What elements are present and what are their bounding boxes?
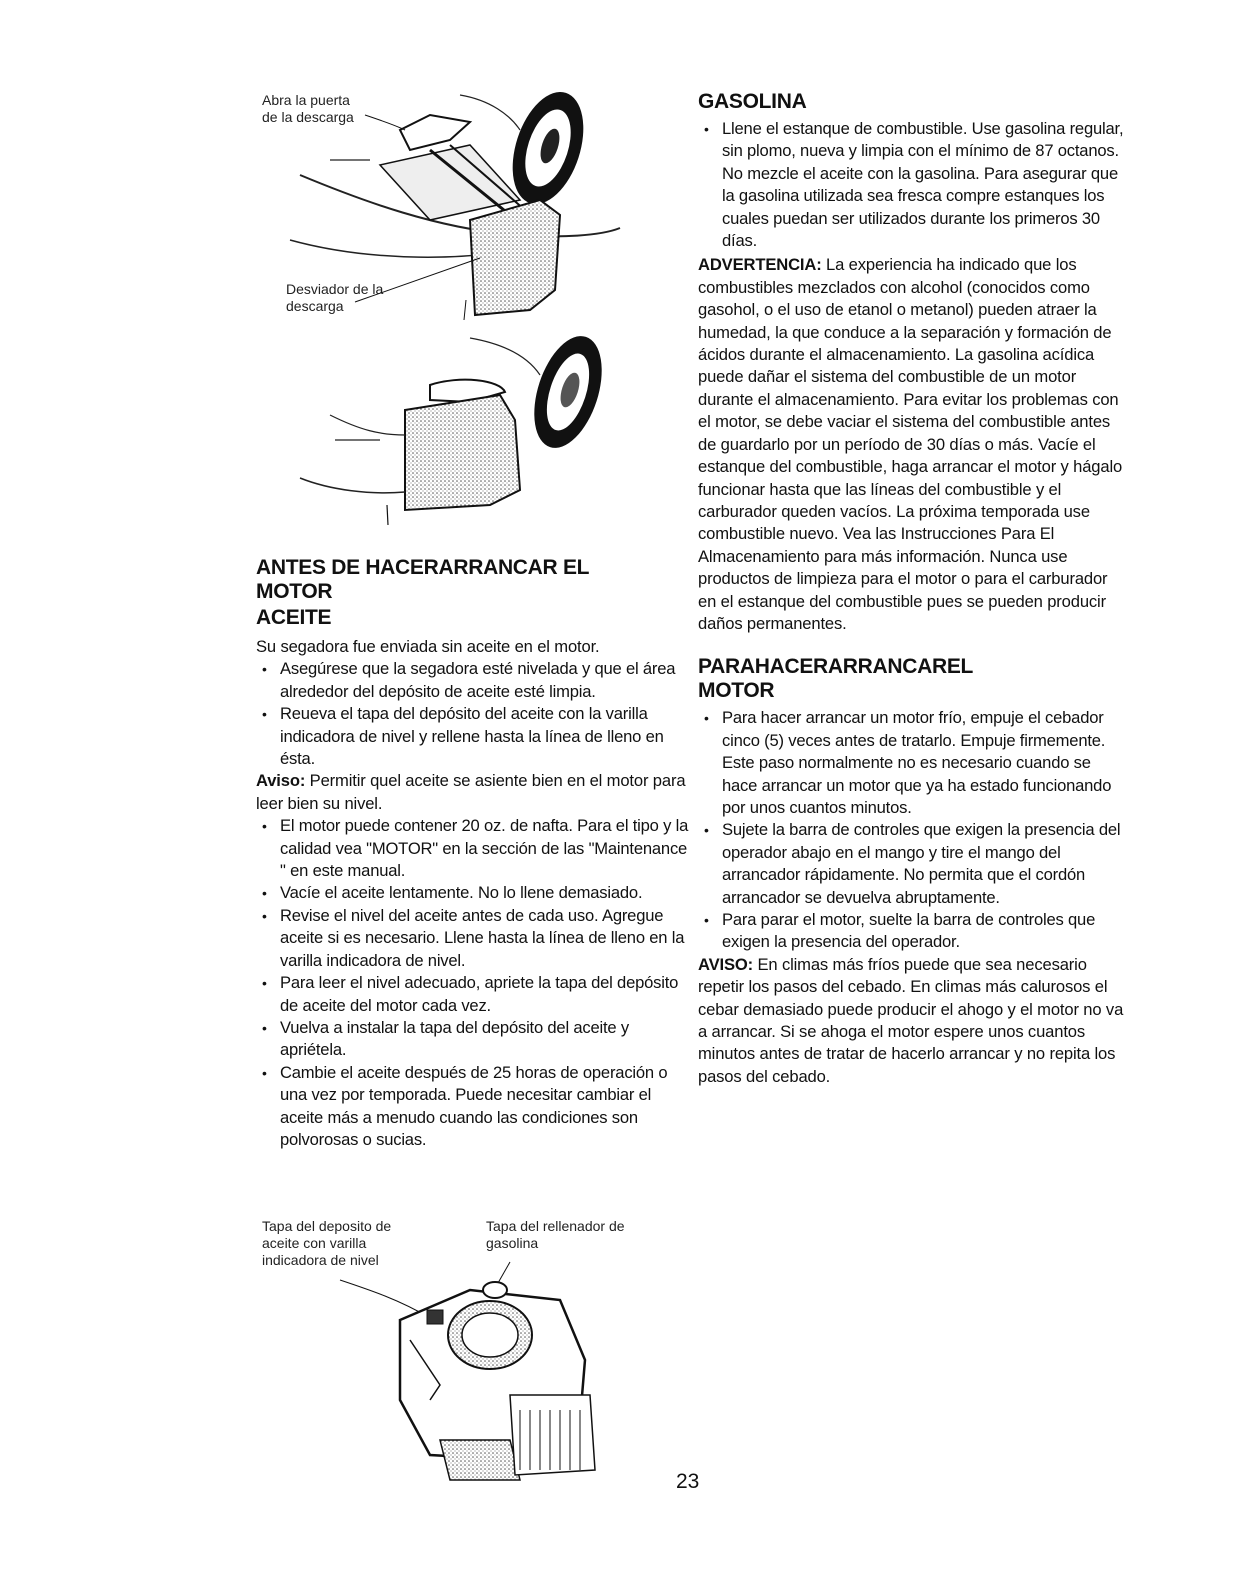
list-item: • Asegúrese que la segadora esté nivelada y que el área alrededor del depósito de aceite esté limpia. <box>256 658 696 703</box>
start-bullets <box>698 707 1128 953</box>
list-item: • Llene el estanque de combustible. Use gasolina regular, sin plomo, nueva y limpia con el mínimo de 87 octanos. No mezcle el aceite con la gasolina. Para asegurar que la gasolina utilizada sea fresca compre estanques los cuales puedan ser utilizados durante los primeros 30 días. <box>698 118 1128 252</box>
label-open-discharge-door: Abra la puerta de la descarga <box>262 92 354 125</box>
heading-to-start-engine: PARAHACERARRANCAREL MOTOR <box>698 655 973 703</box>
gas-bullets <box>698 118 1128 252</box>
list-item: • Cambie el aceite después de 25 horas de operación o una vez por temporada. Puede necesitar cambiar el aceite más a menudo cuando las condiciones son polvorosas o sucias. <box>256 1062 696 1152</box>
list-item: • Vacíe el aceite lentamente. No lo llene demasiado. <box>256 882 696 904</box>
oil-intro: Su segadora fue enviada sin aceite en el motor. <box>256 637 600 656</box>
list-item: • Para leer el nivel adecuado, apriete la tapa del depósito de aceite del motor cada vez. <box>256 972 696 1017</box>
gas-warning <box>698 254 1128 635</box>
page-number: 23 <box>676 1470 700 1493</box>
label-gas-fill-cap: Tapa del rellenador de gasolina <box>486 1218 625 1251</box>
notice-text: En climas más fríos puede que sea necesario repetir los pasos del cebado. En climas más calurosos el cebar demasiado puede producir el ahogo y el motor no va a arrancar. Si se ahoga el motor espere unos cuantos minutos antes de tratar de hacerlo arrancar y no repita los pasos del cebado. <box>698 954 1124 1086</box>
warning-text: La experiencia ha indicado que los combustibles mezclados con alcohol (conocidos como gasohol, o el uso de etanol o metanol) pueden atraer la humedad, la que conduce a la separación y formación de ácidos durante el almacenamiento. La gasolina acídica puede dañar el sistema del combustible de un motor durante el almacenamiento. Para evitar los problemas con el motor, se debe vaciar el sistema del combustible antes de guardarlo por un período de 30 días o más. Vacíe el estanque del combustible, haga arrancar el motor y hágalo funcionar hasta que las líneas del combustible y el carburador queden vacíos. La próxima temporada use combustible nuevo. Vea las Instrucciones Para El Almacenamiento para más información. Nunca use productos de limpieza para el motor o para el carburador en el estanque del combustible pues se pueden producir daños permanentes. <box>698 255 1123 633</box>
warning-label: ADVERTENCIA: <box>698 255 822 275</box>
label-oil-fill-cap: Tapa del deposito de aceite con varilla indicadora de nivel <box>262 1218 392 1268</box>
label-discharge-deflector: Desviador de la descarga <box>286 281 384 314</box>
start-notice <box>698 954 1128 1088</box>
list-item: • Revise el nivel del aceite antes de cada uso. Agregue aceite si es necesario. Llene hasta la línea de lleno en la varilla indicadora de nivel. <box>256 905 696 972</box>
heading-before-starting: ANTES DE HACERARRANCAR EL MOTOR <box>256 556 589 603</box>
notice-label: Aviso: <box>256 771 306 791</box>
list-item: • Vuelva a instalar la tapa del depósito del aceite y apriétela. <box>256 1017 696 1062</box>
list-item: • Reueva el tapa del depósito del aceite con la varilla indicadora de nivel y rellene hasta la línea de lleno en ésta. <box>256 703 696 770</box>
notice-text: Permitir quel aceite se asiente bien en el motor para leer bien su nivel. <box>256 771 686 813</box>
heading-oil: ACEITE <box>256 606 332 629</box>
list-item: • Sujete la barra de controles que exigen la presencia del operador abajo en el mango y tire el mango del arrancador rápidamente. No permita que el cordón arrancador se devuelva abruptamente. <box>698 819 1128 909</box>
notice-label: AVISO: <box>698 954 754 974</box>
list-item: • Para hacer arrancar un motor frío, empuje el cebador cinco (5) veces antes de tratarlo. Empuje firmemente. Este paso normalmente no es necesario cuando se hace arrancar un motor que ya ha estado funcionando por unos cuantos minutos. <box>698 707 1128 819</box>
right-column <box>698 90 1128 1088</box>
list-item: • El motor puede contener 20 oz. de nafta. Para el tipo y la calidad vea "MOTOR" en la sección de las "Maintenance " en este manual. <box>256 815 696 882</box>
list-item: • Para parar el motor, suelte la barra de controles que exigen la presencia del operador. <box>698 909 1128 954</box>
heading-gasoline: GASOLINA <box>698 90 807 113</box>
